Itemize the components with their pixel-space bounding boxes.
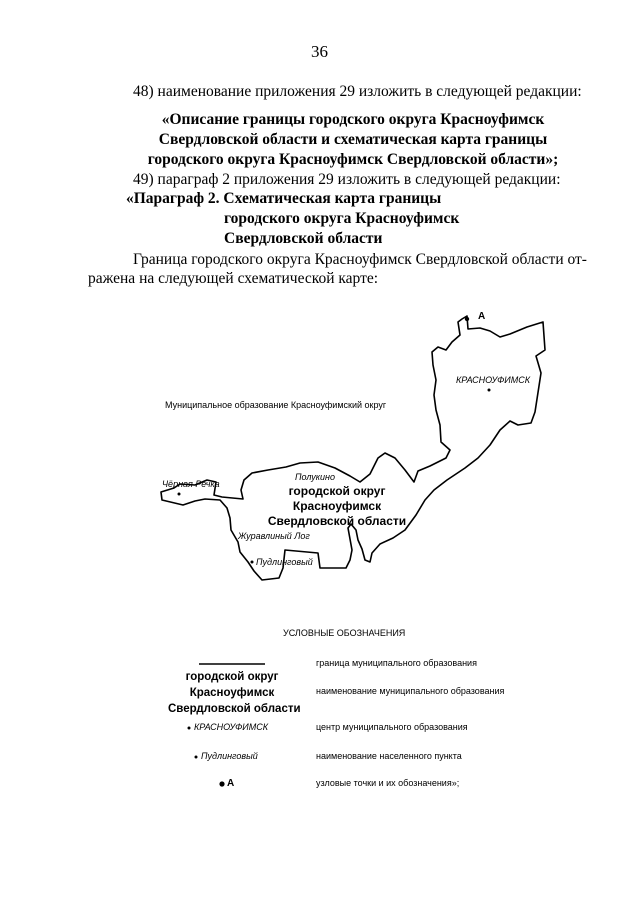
legend-district-symbol bbox=[168, 669, 301, 717]
body-line-2: ражена на следующей схематической карте: bbox=[88, 270, 379, 287]
settlement-pudlingovy: Пудлинговый bbox=[256, 557, 313, 567]
page-number: 36 bbox=[311, 42, 328, 61]
chernaya-rechka-point bbox=[178, 493, 181, 496]
legend-symbol-line-2: Красноуфимск bbox=[189, 687, 275, 699]
outer-municipality-label: Муниципальное образование Красноуфимский округ bbox=[165, 400, 387, 410]
quote-48-line-2: Свердловской области и схематическая карта границы bbox=[158, 131, 548, 148]
center-label: КРАСНОУФИМСК bbox=[456, 375, 531, 385]
quote-48-line-3: городского округа Красноуфимск Свердловской области»; bbox=[147, 151, 559, 168]
district-name-line-2: Красноуфимск bbox=[292, 499, 382, 513]
quote-48-line-1: «Описание границы городского округа Красноуфимск bbox=[161, 111, 545, 128]
legend-center-dot bbox=[188, 727, 191, 730]
district-name-line-1: городской округ bbox=[288, 484, 386, 498]
legend-title: УСЛОВНЫЕ ОБОЗНАЧЕНИЯ bbox=[283, 628, 406, 638]
legend-settlement-dot bbox=[195, 756, 198, 759]
settlement-polukino: Полукино bbox=[295, 472, 336, 482]
quote-49-line-1: «Параграф 2. Схематическая карта границы bbox=[126, 190, 442, 207]
district-name-map bbox=[262, 484, 412, 529]
legend-symbol-line-1: городской округ bbox=[185, 671, 279, 683]
quote-49-line-3: Свердловской области bbox=[224, 230, 383, 247]
node-label-a: А bbox=[478, 311, 486, 322]
pudlingovy-point bbox=[251, 561, 254, 564]
legend-label-boundary: граница муниципального образования bbox=[316, 658, 477, 668]
legend-settlement-symbol: Пудлинговый bbox=[201, 751, 258, 761]
item-49: 49) параграф 2 приложения 29 изложить в следующей редакции: bbox=[133, 171, 561, 188]
node-point-a bbox=[465, 317, 469, 321]
legend-label-settlement: наименование населенного пункта bbox=[316, 751, 462, 761]
legend-center-symbol: КРАСНОУФИМСК bbox=[194, 722, 269, 732]
legend-label-municipality: наименование муниципального образования bbox=[316, 686, 505, 696]
center-point bbox=[488, 389, 491, 392]
district-name-line-3: Свердловской области bbox=[267, 514, 407, 528]
boundary-line bbox=[161, 316, 545, 580]
settlement-zhuravliny-log: Журавлиный Лог bbox=[238, 531, 310, 541]
quote-49-line-2: городского округа Красноуфимск bbox=[224, 210, 460, 227]
settlement-chernaya-rechka: Чёрная Речка bbox=[162, 479, 220, 489]
legend-label-node: узловые точки и их обозначения»; bbox=[316, 778, 460, 788]
item-48: 48) наименование приложения 29 изложить в следующей редакции: bbox=[133, 83, 582, 100]
legend-label-center: центр муниципального образования bbox=[316, 722, 468, 732]
body-line-1: Граница городского округа Красноуфимск Свердловской области от- bbox=[133, 251, 587, 268]
legend-symbol-line-3: Свердловской области bbox=[168, 703, 301, 715]
legend-node-dot bbox=[219, 781, 224, 786]
legend-node-symbol: А bbox=[227, 778, 235, 789]
